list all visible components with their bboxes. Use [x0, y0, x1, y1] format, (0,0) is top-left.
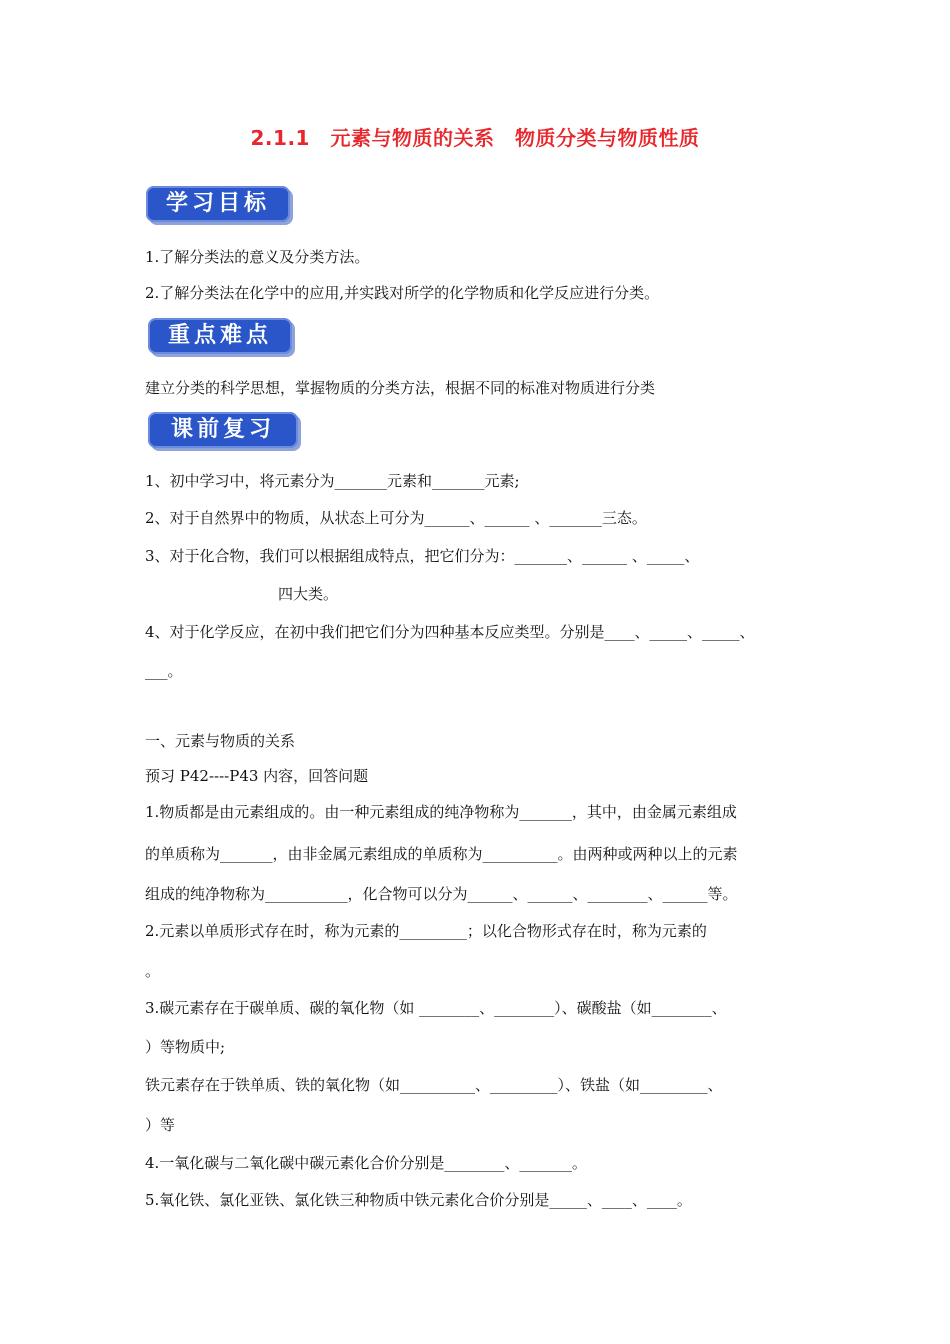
- question-3-line-4: ）等: [145, 1116, 176, 1134]
- question-5: 5.氧化铁、氯化亚铁、氯化铁三种物质中铁元素化合价分别是_____、____、____。: [145, 1191, 692, 1209]
- badge-key-points: 重点难点: [148, 318, 292, 354]
- preview-instruction: 预习 P42----P43 内容，回答问题: [145, 767, 369, 785]
- review-item-4: 4、对于化学反应，在初中我们把它们分为四种基本反应类型。分别是____、_____、_____、: [145, 623, 755, 641]
- question-3-line-3: 铁元素存在于铁单质、铁的氧化物（如__________、_________）、铁盐（如_________、: [145, 1076, 723, 1094]
- badge-learning-goals: 学习目标: [146, 186, 290, 222]
- question-1-line-1: 1.物质都是由元素组成的。由一种元素组成的纯净物称为_______，其中，由金属元素组成: [145, 803, 737, 821]
- review-item-3-continued: 四大类。: [278, 585, 339, 603]
- review-item-4-continued: ___。: [145, 662, 183, 680]
- question-1-line-2: 的单质称为_______，由非金属元素组成的单质称为__________。由两种或两种以上的元素: [145, 845, 738, 863]
- review-item-2: 2、对于自然界中的物质，从状态上可分为______、______ 、_______三态。: [145, 509, 647, 527]
- goal-item-2: 2.了解分类法在化学中的应用,并实践对所学的化学物质和化学反应进行分类。: [145, 284, 660, 302]
- section-heading: 一、元素与物质的关系: [145, 732, 296, 750]
- key-points-text: 建立分类的科学思想，掌握物质的分类方法，根据不同的标准对物质进行分类: [145, 379, 656, 397]
- goal-item-1: 1.了解分类法的意义及分类方法。: [145, 248, 370, 266]
- question-3-line-2: ）等物质中;: [145, 1038, 226, 1056]
- question-2-line-2: 。: [145, 962, 161, 980]
- review-item-3: 3、对于化合物，我们可以根据组成特点，把它们分为：_______、______ 、_____、: [145, 547, 700, 565]
- review-item-1: 1、初中学习中，将元素分为_______元素和_______元素;: [145, 472, 520, 490]
- page-title: 2.1.1 元素与物质的关系 物质分类与物质性质: [250, 126, 700, 150]
- question-3-line-1: 3.碳元素存在于碳单质、碳的氧化物（如 ________、________）、碳酸盐（如________、: [145, 999, 727, 1017]
- question-1-line-3: 组成的纯净物称为___________，化合物可以分为______、______、________、______等。: [145, 885, 738, 903]
- badge-pre-class-review: 课前复习: [148, 412, 298, 448]
- question-2-line-1: 2.元素以单质形式存在时，称为元素的_________；以化合物形式存在时，称为元素的: [145, 922, 707, 940]
- question-4: 4.一氧化碳与二氧化碳中碳元素化合价分别是________、_______。: [145, 1154, 587, 1172]
